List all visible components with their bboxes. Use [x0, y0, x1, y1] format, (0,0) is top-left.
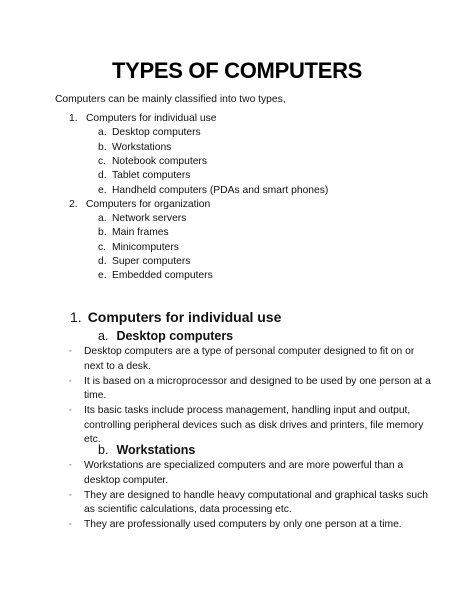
subsection-title: Workstations — [116, 443, 196, 457]
section-heading — [70, 309, 281, 325]
outline-subitem-letter: a. — [98, 213, 107, 225]
outline-subitem-label: Handheld computers (PDAs and smart phones) — [112, 184, 329, 196]
outline-subitem-letter: d. — [98, 256, 107, 267]
outline-subitem-letter: c. — [98, 241, 107, 253]
bullet-text: Workstations are specialized computers and are more powerful than a desktop computer. — [84, 460, 404, 486]
bullet-item — [55, 459, 435, 488]
bullet-item — [55, 489, 435, 518]
outline-subitem-label: Super computers — [112, 256, 191, 267]
subsection-letter: b. — [98, 443, 109, 457]
outline-label: Computers for organization — [86, 198, 211, 210]
bullet-text: Desktop computers are a type of personal computer designed to fit on or next to a desk. — [84, 346, 415, 372]
subsection-letter: a. — [98, 329, 109, 343]
bullet-item — [55, 375, 435, 404]
outline-subitem-label: Desktop computers — [112, 127, 201, 139]
section-title: Computers for individual use — [87, 309, 282, 325]
bullet-list — [55, 459, 435, 533]
intro-text: Computers can be mainly classified into two types, — [55, 94, 286, 105]
outline-subitem-letter: b. — [98, 227, 107, 239]
outline-subitem-label: Embedded computers — [112, 270, 213, 282]
outline-subitem-label: Tablet computers — [112, 170, 191, 182]
outline-subitem-letter: b. — [98, 141, 107, 153]
outline-subitem-label: Main frames — [112, 227, 169, 239]
outline-subitem-label: Workstations — [112, 141, 172, 153]
bullet-circle-icon: ◦ — [69, 462, 72, 469]
outline-subitem-letter: d. — [98, 170, 107, 182]
document-title: TYPES OF COMPUTERS — [111, 58, 363, 83]
bullet-item — [55, 404, 435, 448]
bullet-text: They are professionally used computers by only one person at a time. — [84, 519, 402, 531]
bullet-circle-icon: ◦ — [69, 407, 72, 415]
section-number: 1. — [70, 309, 82, 325]
bullet-circle-icon: ◦ — [69, 491, 72, 499]
bullet-text: Its basic tasks include process management, handling input and output, controlling peripheral devices such as disk drives and printers, file memory etc. — [84, 405, 424, 446]
bullet-list — [55, 345, 435, 448]
subsection-heading — [98, 443, 195, 457]
outline-number: 1. — [69, 113, 78, 124]
outline-subitem-label: Minicomputers — [112, 241, 179, 253]
bullet-circle-icon: ◦ — [69, 521, 72, 529]
outline-subitem-label: Notebook computers — [112, 155, 208, 167]
subsection-title: Desktop computers — [116, 329, 234, 343]
bullet-circle-icon: ◦ — [69, 377, 72, 385]
bullet-item — [55, 345, 435, 374]
outline-subitem-letter: e. — [98, 270, 107, 282]
bullet-circle-icon: ◦ — [69, 348, 72, 355]
bullet-text: It is based on a microprocessor and designed to be used by one person at a time. — [84, 375, 431, 402]
outline-subitem-letter: e. — [98, 184, 107, 196]
outline-subitem-letter: a. — [98, 127, 107, 139]
outline-subitem-label: Network servers — [112, 213, 187, 225]
outline-label: Computers for individual use — [86, 113, 217, 124]
outline-number: 2. — [69, 198, 78, 210]
bullet-text: They are designed to handle heavy computational and graphical tasks such as scientific calculations, data processing etc. — [84, 489, 429, 516]
subsection-heading — [98, 329, 233, 343]
outline-subitem-letter: c. — [98, 155, 107, 167]
bullet-item — [55, 518, 435, 533]
